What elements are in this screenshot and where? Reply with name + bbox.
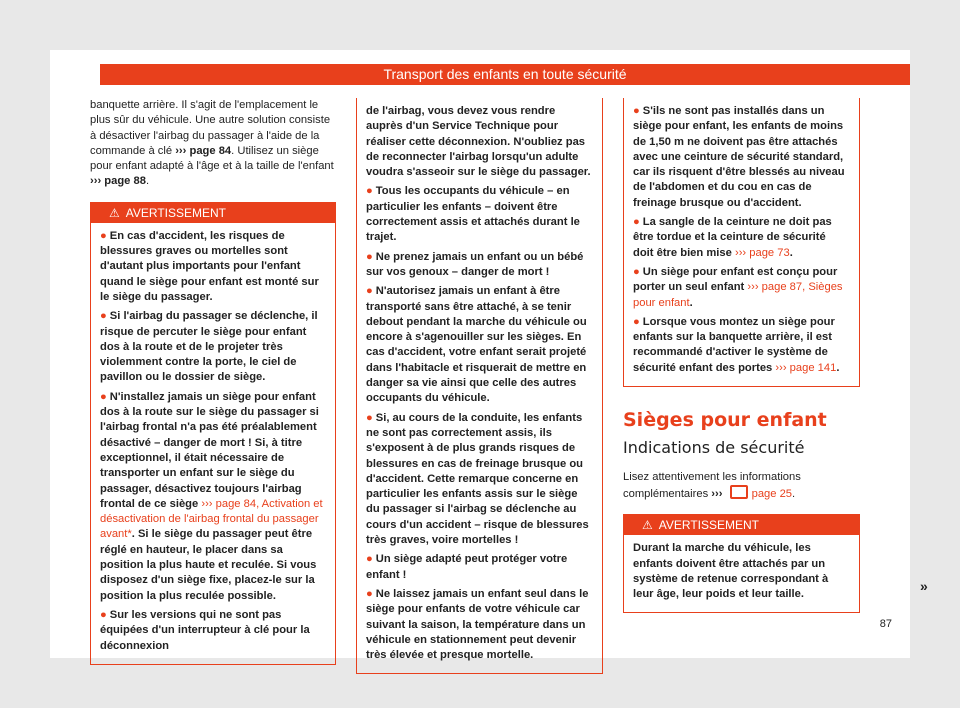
- bullet-icon: ●: [633, 216, 640, 229]
- warning-item: ● Sur les versions qui ne sont pas équipées d'un interrupteur à clé pour la déconnexion: [100, 608, 310, 652]
- bullet-icon: ●: [366, 250, 373, 263]
- warning-item: ● La sangle de la ceinture ne doit pas être tordue et la ceinture de sécurité doit être bien mise ››› page 73.: [633, 216, 832, 259]
- bullet-icon: ●: [100, 229, 107, 242]
- page-header: Transport des enfants en toute sécurité: [100, 64, 910, 85]
- intro-text: banquette arrière. Il s'agit de l'emplacement le plus sûr du véhicule. Une autre solution consiste à désactiver l'airbag du passager à l'aide de la commande à clé: [90, 99, 331, 157]
- page-ref-link[interactable]: ››› page 73: [734, 246, 790, 259]
- warning-item: ● Lorsque vous montez un siège pour enfants sur la banquette arrière, il est recommandé d'activer le système de sécurité enfant des portes ››› page 141.: [633, 315, 840, 374]
- warning-item: ● Un siège pour enfant est conçu pour porter un seul enfant ››› page 87, Sièges pour enfant.: [633, 265, 843, 309]
- bullet-icon: ●: [366, 185, 373, 198]
- warning-triangle-icon: ⚠: [109, 205, 120, 220]
- page-ref-link[interactable]: ››› page 88: [90, 175, 146, 188]
- column-2: [356, 98, 603, 674]
- bullet-icon: ●: [633, 105, 640, 117]
- warning-title: AVERTISSEMENT: [658, 518, 760, 533]
- page-number: 87: [879, 618, 892, 630]
- column-1: [90, 98, 336, 665]
- warning-box: [90, 202, 336, 665]
- warning-box-continued: [623, 98, 860, 387]
- bullet-icon: ●: [100, 390, 107, 403]
- bullet-icon: ●: [366, 553, 373, 566]
- warning-item: ● Si l'airbag du passager se déclenche, il risque de percuter le siège pour enfant dos à la route et de le projeter très violemment contre la porte, le ciel de pavillon ou le dossier de siège.: [100, 310, 318, 384]
- bullet-icon: ●: [366, 587, 373, 600]
- intro-text: . Utilisez un siège pour enfant adapté à l'âge et à la taille de l'enfant: [90, 144, 334, 173]
- info-paragraph: Lisez attentivement les informations complémentaires ››› page 25.: [623, 470, 801, 500]
- warning-triangle-icon: ⚠: [642, 518, 653, 533]
- document-page: [50, 50, 928, 662]
- warning-body: [357, 98, 602, 673]
- bullet-icon: ●: [633, 265, 640, 278]
- bullet-icon: ●: [366, 411, 373, 424]
- warning-body: [91, 223, 335, 664]
- warning-item: ● Ne laissez jamais un enfant seul dans le siège pour enfants de votre véhicule car suivant la saison, la température dans un véhicule en stationnement peut devenir très élevée et presque mortelle.: [366, 587, 589, 662]
- section-title: Sièges pour enfant: [623, 409, 827, 432]
- warning-box: [623, 514, 860, 613]
- warning-item: ● En cas d'accident, les risques de blessures graves ou mortelles sont d'autant plus importants pour l'enfant quand le siège pour enfant est monté sur le siège du passager.: [100, 229, 319, 303]
- warning-lead: de l'airbag, vous devez vous rendre auprès d'un Service Technique pour réaliser cette déconnexion. N'oubliez pas de reconnecter l'airbag lorsqu'un adulte voudra s'asseoir sur le siège du passager.: [366, 105, 591, 179]
- column-3: [623, 98, 860, 613]
- page-ref-link[interactable]: ››› page 87, Sièges pour enfant: [633, 281, 843, 309]
- bullet-icon: ●: [100, 310, 107, 323]
- bullet-icon: ●: [633, 315, 640, 328]
- warning-item: ● Si, au cours de la conduite, les enfants ne sont pas correctement assis, ils s'exposent à de plus grands risques de blessures en cas de freinage brusque ou d'accident. Cette remarque concerne en particulier les enfants assis sur le siège du passager si l'airbag se déclenche au cours d'un accident – risque de blessures très graves, voire mortelles !: [366, 411, 589, 547]
- intro-paragraph: banquette arrière. Il s'agit de l'emplacement le plus sûr du véhicule. Une autre solution consiste à désactiver l'airbag du passager à l'aide de la commande à clé ››› page 84. Utilisez un siège pour enfant adapté à l'âge et à la taille de l'enfant ››› page 88.: [90, 99, 334, 188]
- warning-item: ● Tous les occupants du véhicule – en particulier les enfants – doivent être correctement assis et attachés durant le trajet.: [366, 185, 580, 244]
- warning-item: ● S'ils ne sont pas installés dans un siège pour enfant, les enfants de moins de 1,50 m ne doivent pas être attachés avec une ceinture de sécurité standard, car ils risquent d'être blessés au niveau de l'abdomen et du cou en cas de freinage brusque ou d'accident.: [633, 105, 845, 209]
- warning-item: ● Ne prenez jamais un enfant ou un bébé sur vos genoux – danger de mort !: [366, 250, 584, 278]
- subsection-title: Indications de sécurité: [623, 438, 805, 458]
- warning-item: ● N'autorisez jamais un enfant à être transporté sans être attaché, à se tenir debout pendant la marche du véhicule ou encore à s'agenouiller sur les sièges. En cas d'accident, votre enfant serait projeté dans l'habitacle et risquerait de mettre en danger sa vie ainsi que celle des autres occupants du véhicule.: [366, 285, 587, 405]
- book-icon: [730, 485, 748, 499]
- warning-item: ● N'installez jamais un siège pour enfant dos à la route sur le siège du passager si l'airbag frontal n'a pas été préalablement désactivé – danger de mort ! Si, à titre exceptionnel, il était nécessaire de transporter un enfant sur le siège du passager, désactivez toujours l'airbag frontal de ce siège ››› page 84, Activation et désactivation de l'airbag frontal du passager avant*. Si le siège du passager peut être réglé en hauteur, le placer dans sa position la plus haute et reculée. Si vous disposez d'un siège fixe, placez-le sur la position la plus reculée possible.: [100, 390, 323, 602]
- page-ref-link[interactable]: ››› page 84: [175, 144, 232, 157]
- bullet-icon: ●: [100, 608, 107, 621]
- page-ref-link[interactable]: ››› page 141: [775, 361, 837, 374]
- continued-marker: »: [920, 578, 928, 594]
- warning-header: [624, 515, 859, 535]
- warning-header: [91, 203, 335, 223]
- warning-box-continued: [356, 98, 603, 674]
- page-ref-link[interactable]: ››› page 84, Activation et désactivation de l'airbag frontal du passager avant*: [100, 497, 323, 541]
- page-ref-link[interactable]: page 25: [751, 487, 793, 500]
- warning-item: ● Un siège adapté peut protéger votre enfant !: [366, 553, 568, 581]
- warning-title: AVERTISSEMENT: [125, 205, 227, 220]
- bullet-icon: ●: [366, 285, 373, 298]
- warning-body: [624, 535, 859, 612]
- warning-text: Durant la marche du véhicule, les enfants doivent être attachés par un système de retenue correspondant à leur âge, leur poids et leur taille.: [633, 542, 829, 601]
